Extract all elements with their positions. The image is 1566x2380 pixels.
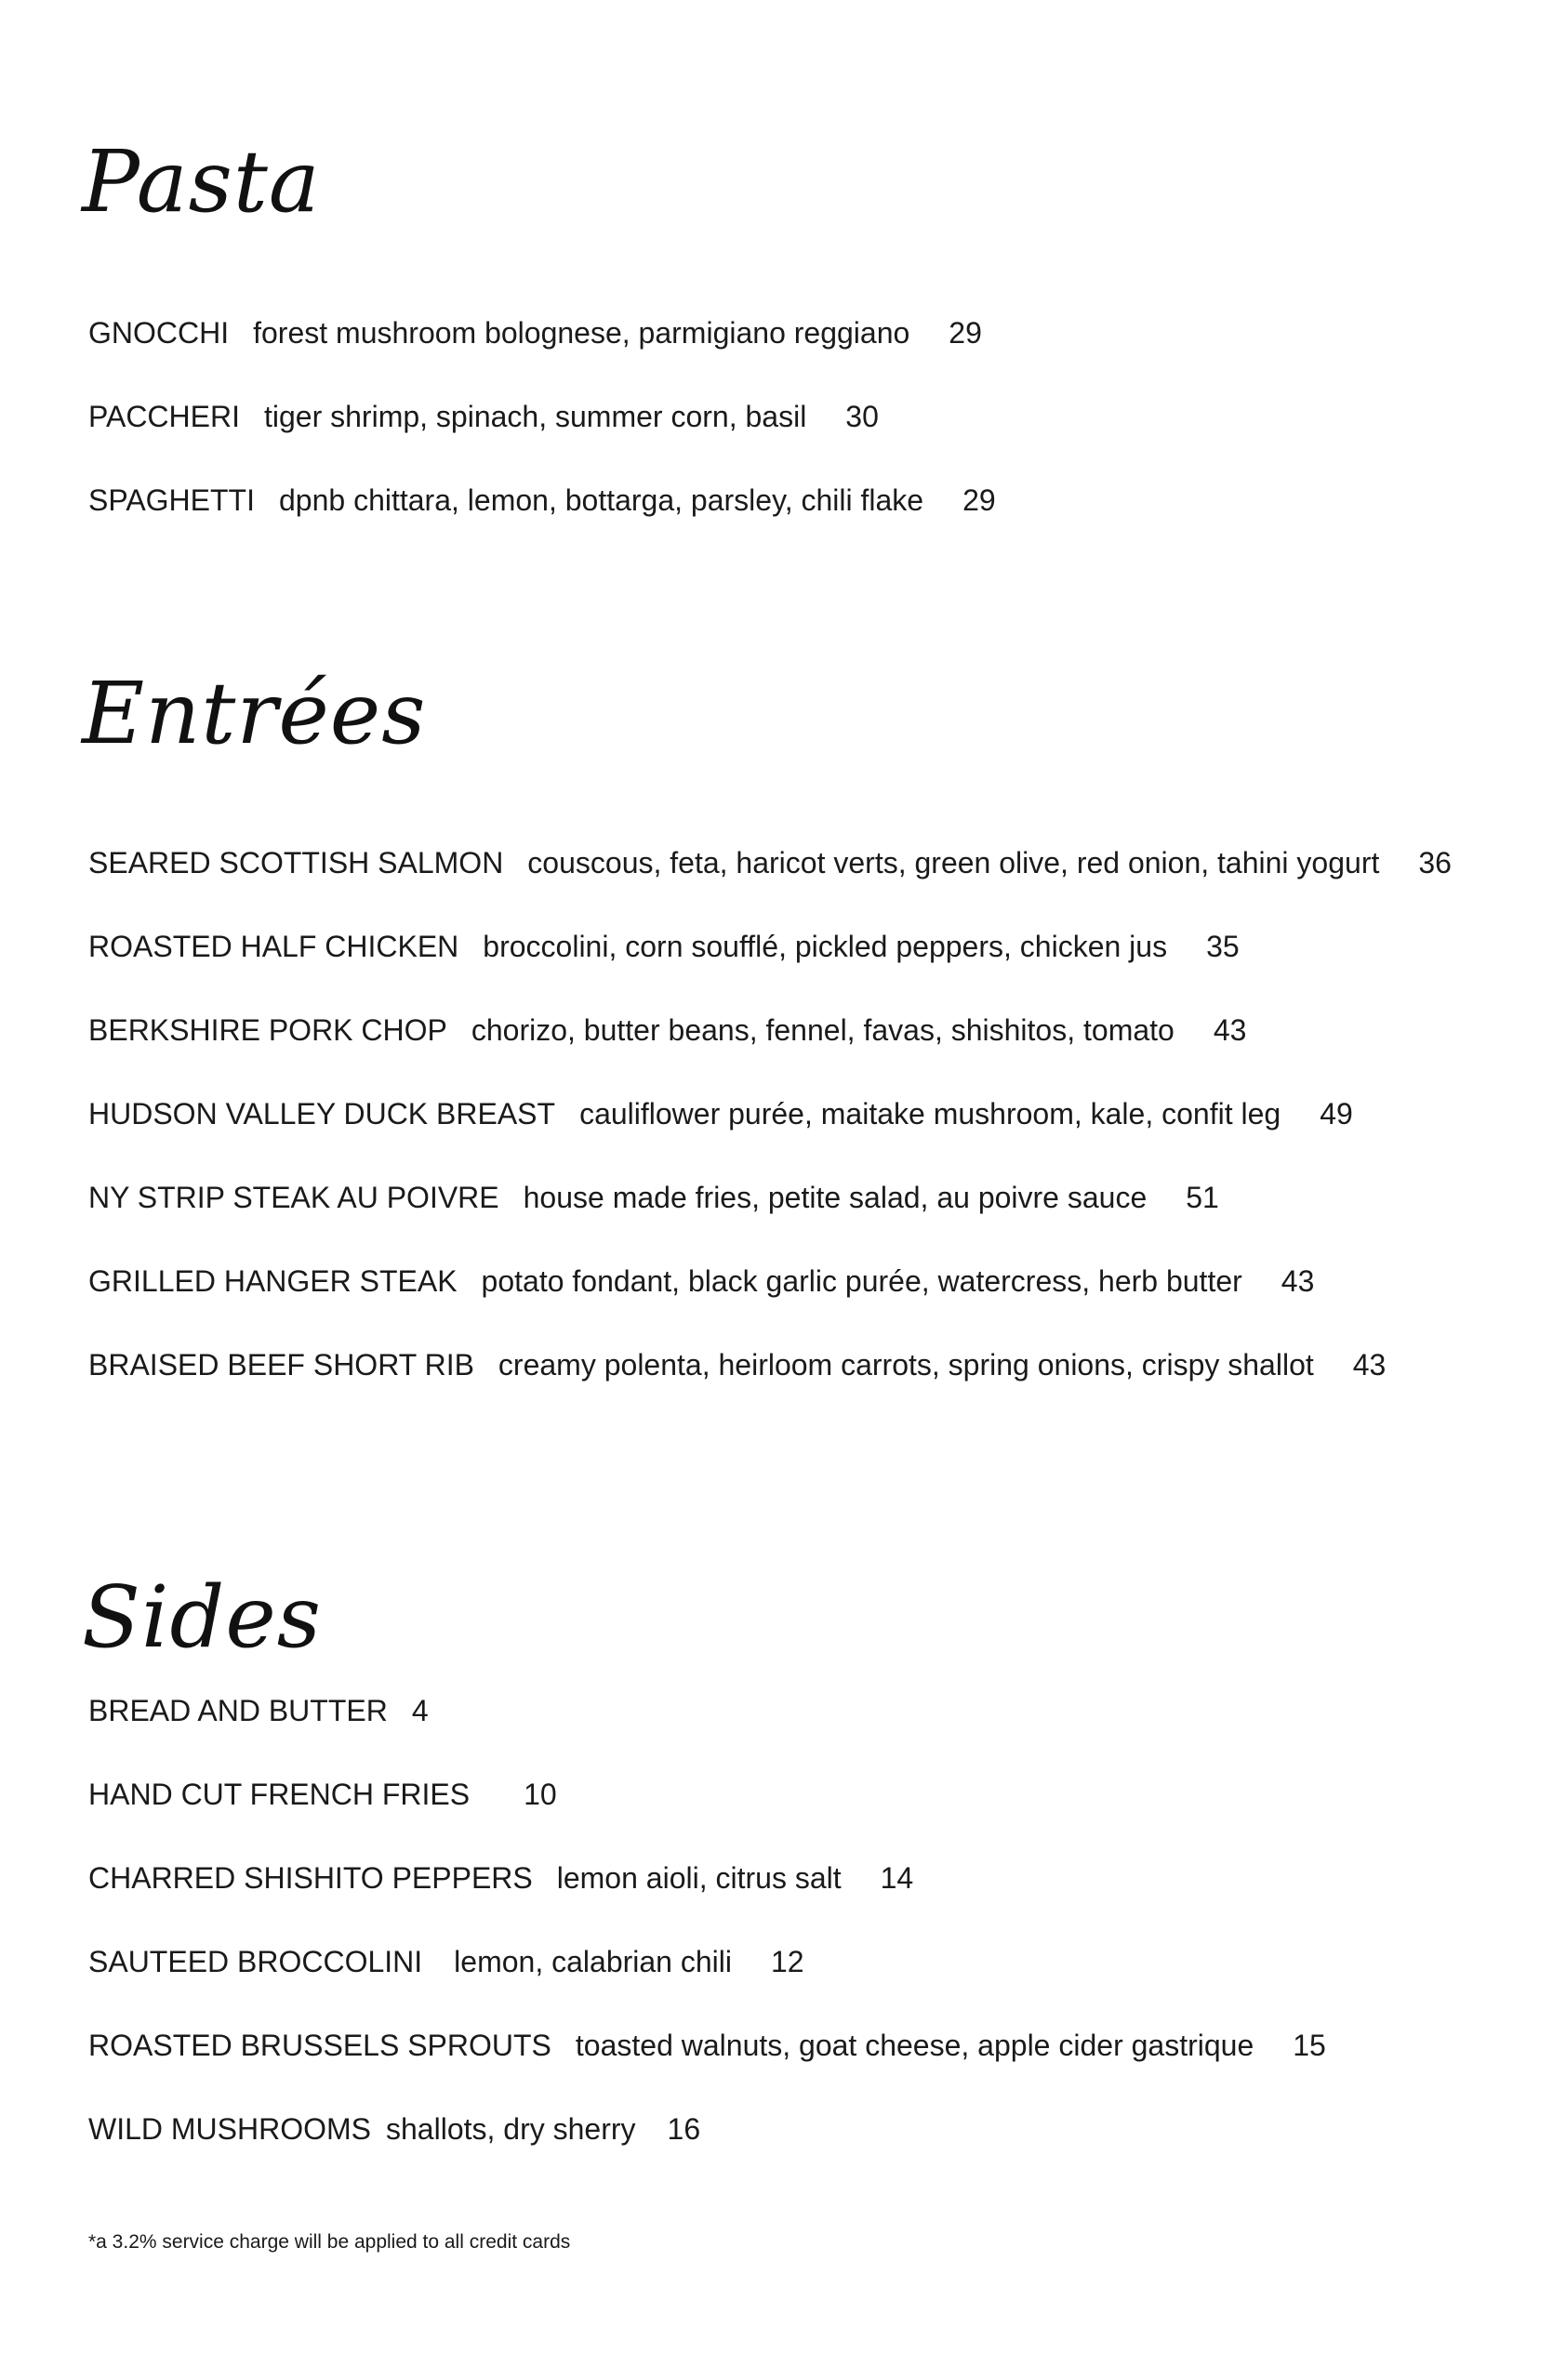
- item-description: tiger shrimp, spinach, summer corn, basil: [263, 400, 807, 433]
- item-description: forest mushroom bolognese, parmigiano reggiano: [253, 316, 910, 350]
- menu-item-sauteed-broccolini: [88, 1943, 804, 1980]
- item-name: CHARRED SHISHITO PEPPERS: [88, 1861, 533, 1895]
- menu-item-charred-shishito-peppers: [88, 1859, 913, 1897]
- item-description: creamy polenta, heirloom carrots, spring onions, crispy shallot: [498, 1348, 1314, 1382]
- item-description: lemon aioli, citrus salt: [556, 1861, 842, 1895]
- item-description: shallots, dry sherry: [386, 2112, 636, 2146]
- menu-item-hudson-valley-duck-breast: [88, 1095, 1353, 1132]
- item-price: 43: [1213, 1013, 1247, 1047]
- item-name: SEARED SCOTTISH SALMON: [88, 846, 504, 879]
- item-price: 4: [411, 1694, 429, 1727]
- menu-item-hand-cut-french-fries: [88, 1776, 557, 1813]
- item-price: 16: [667, 2112, 701, 2146]
- menu-item-wild-mushrooms: [88, 2110, 700, 2148]
- menu-item-spaghetti: [88, 482, 996, 519]
- section-title-sides: Sides: [82, 1567, 322, 1667]
- item-name: SPAGHETTI: [88, 483, 255, 517]
- item-price: 10: [524, 1778, 557, 1811]
- item-name: HAND CUT FRENCH FRIES: [88, 1778, 471, 1811]
- item-name: SAUTEED BROCCOLINI: [88, 1945, 423, 1978]
- item-description: broccolini, corn soufflé, pickled peppers, chicken jus: [483, 930, 1168, 963]
- item-name: GNOCCHI: [88, 316, 230, 350]
- item-price: 29: [949, 316, 982, 350]
- menu-item-roasted-half-chicken: [88, 928, 1240, 965]
- menu-item-braised-beef-short-rib: [88, 1346, 1386, 1383]
- item-price: 12: [770, 1945, 804, 1978]
- item-name: BREAD AND BUTTER: [88, 1694, 388, 1727]
- item-name: BRAISED BEEF SHORT RIB: [88, 1348, 474, 1382]
- item-name: NY STRIP STEAK AU POIVRE: [88, 1181, 499, 1214]
- item-price: 43: [1281, 1264, 1315, 1298]
- item-description: potato fondant, black garlic purée, watercress, herb butter: [481, 1264, 1242, 1298]
- item-description: dpnb chittara, lemon, bottarga, parsley, chili flake: [278, 483, 924, 517]
- item-price: 49: [1320, 1097, 1353, 1130]
- menu-item-roasted-brussels-sprouts: [88, 2027, 1326, 2064]
- item-description: chorizo, butter beans, fennel, favas, shishitos, tomato: [471, 1013, 1174, 1047]
- item-price: 51: [1186, 1181, 1219, 1214]
- item-name: PACCHERI: [88, 400, 240, 433]
- item-price: 36: [1418, 846, 1452, 879]
- menu-item-grilled-hanger-steak: [88, 1263, 1314, 1300]
- item-name: HUDSON VALLEY DUCK BREAST: [88, 1097, 556, 1130]
- menu-item-ny-strip-steak-au-poivre: [88, 1179, 1219, 1216]
- menu-item-berkshire-pork-chop: [88, 1012, 1246, 1049]
- menu-item-paccheri: [88, 398, 879, 435]
- item-name: ROASTED BRUSSELS SPROUTS: [88, 2029, 551, 2062]
- item-price: 29: [962, 483, 996, 517]
- item-price: 30: [845, 400, 879, 433]
- item-name: BERKSHIRE PORK CHOP: [88, 1013, 447, 1047]
- item-description: lemon, calabrian chili: [454, 1945, 732, 1978]
- item-name: WILD MUSHROOMS: [88, 2112, 371, 2146]
- section-title-entrees: Entrées: [82, 664, 427, 763]
- item-name: GRILLED HANGER STEAK: [88, 1264, 458, 1298]
- item-price: 14: [880, 1861, 914, 1895]
- service-charge-footnote: *a 3.2% service charge will be applied to all credit cards: [88, 2231, 571, 2253]
- item-description: couscous, feta, haricot verts, green olive, red onion, tahini yogurt: [527, 846, 1380, 879]
- item-price: 43: [1352, 1348, 1387, 1382]
- item-price: 35: [1206, 930, 1240, 963]
- item-description: cauliflower purée, maitake mushroom, kale, confit leg: [579, 1097, 1281, 1130]
- menu-item-seared-scottish-salmon: [88, 844, 1452, 881]
- section-title-pasta: Pasta: [82, 132, 321, 231]
- item-description: house made fries, petite salad, au poivre sauce: [523, 1181, 1148, 1214]
- item-name: ROASTED HALF CHICKEN: [88, 930, 459, 963]
- menu-item-bread-and-butter: [88, 1692, 429, 1729]
- menu-item-gnocchi: [88, 314, 982, 351]
- item-price: 15: [1293, 2029, 1326, 2062]
- item-description: toasted walnuts, goat cheese, apple cider gastrique: [575, 2029, 1254, 2062]
